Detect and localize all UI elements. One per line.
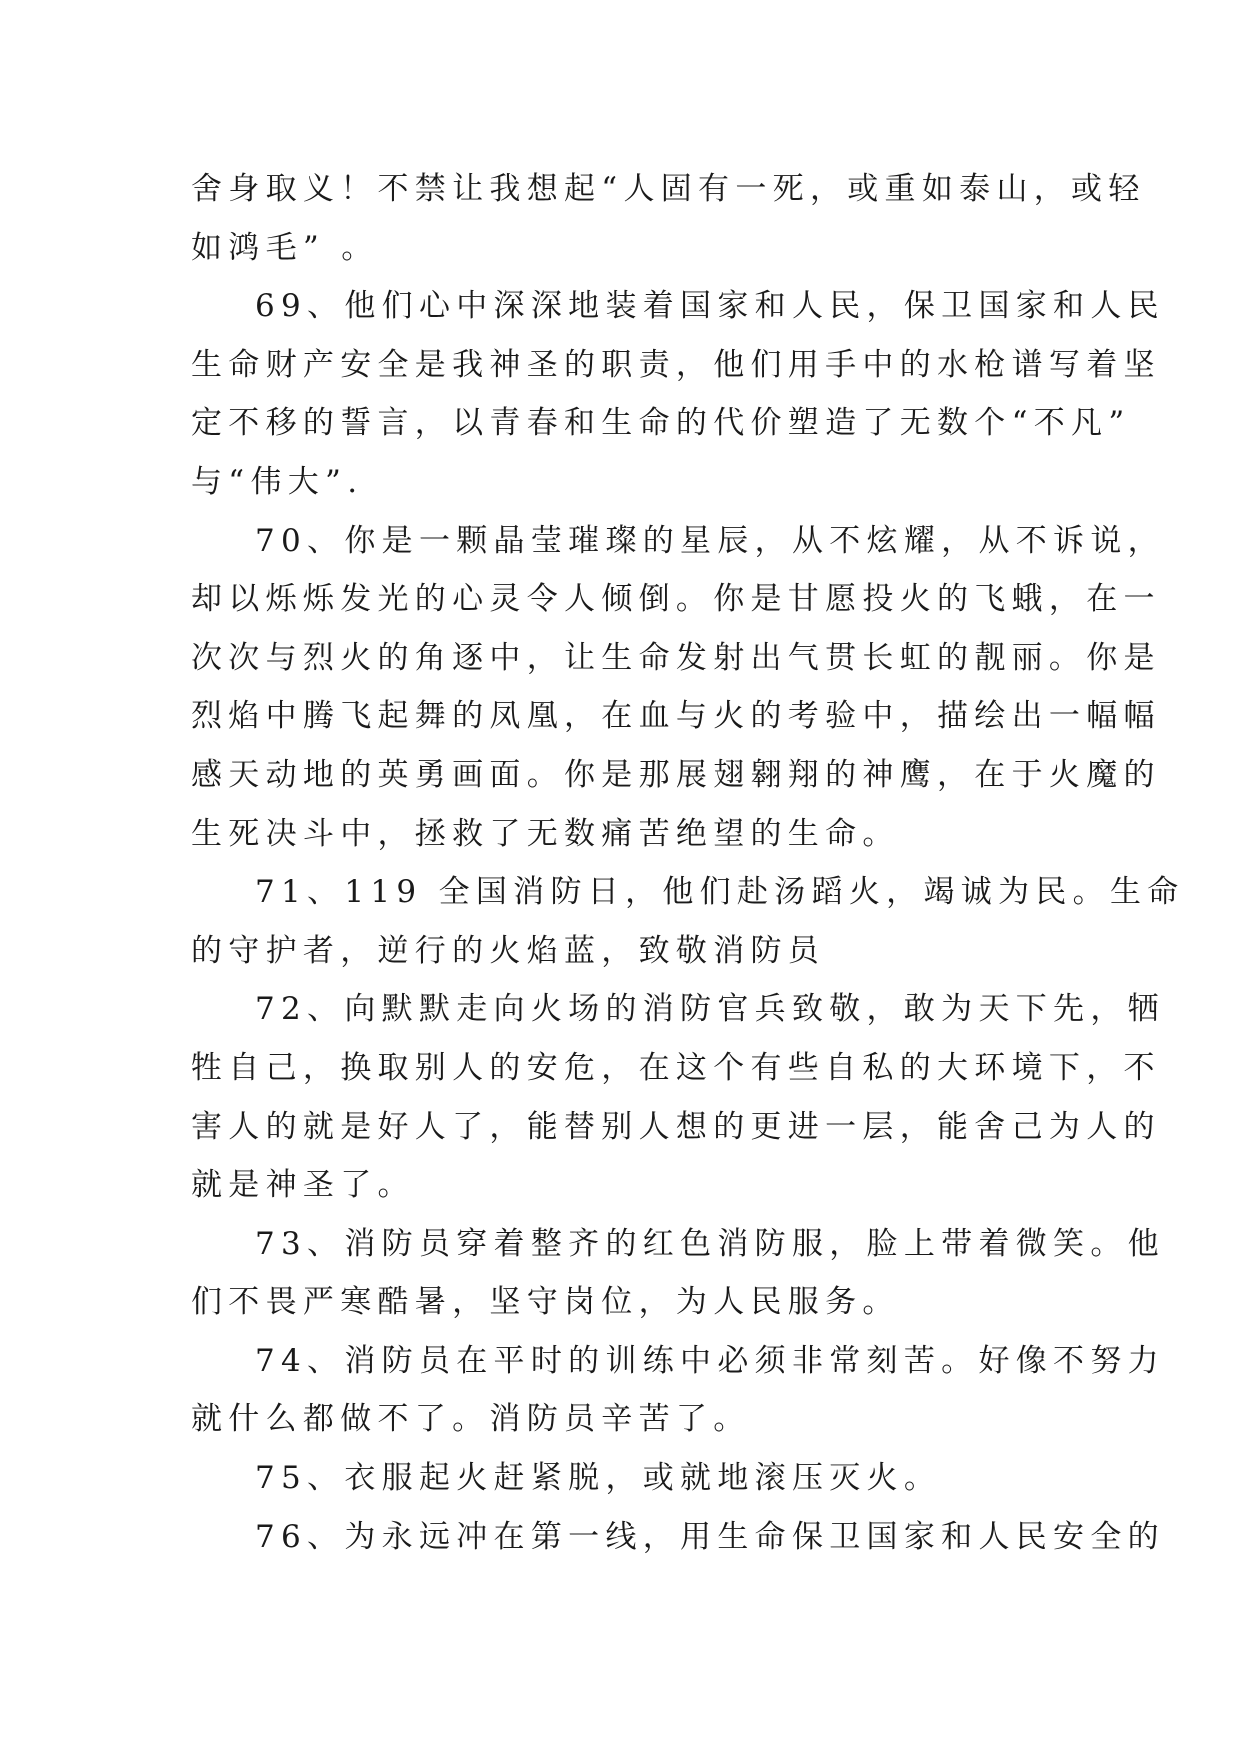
- text-line: 害人的就是好人了，能替别人想的更进一层，能舍己为人的: [191, 1108, 1161, 1145]
- text-line: 牲自己，换取别人的安危，在这个有些自私的大环境下，不: [191, 1049, 1161, 1086]
- text-line: 定不移的誓言，以青春和生命的代价塑造了无数个“不凡”: [191, 405, 1131, 442]
- text-line: 生命财产安全是我神圣的职责，他们用手中的水枪谱写着坚: [191, 346, 1161, 383]
- text-line: 就是神圣了。: [191, 1167, 415, 1204]
- text-line: 们不畏严寒酷暑，坚守岗位，为人民服务。: [191, 1284, 900, 1321]
- paragraph-72-start: 72、向默默走向火场的消防官兵致敬，敢为天下先，牺: [255, 991, 1165, 1028]
- text-line: 就什么都做不了。消防员辛苦了。: [191, 1401, 751, 1438]
- paragraph-73-start: 73、消防员穿着整齐的红色消防服，脸上带着微笑。他: [255, 1225, 1165, 1262]
- text-line: 生死决斗中，拯救了无数痛苦绝望的生命。: [191, 815, 900, 852]
- text-line: 如鸿毛” 。: [191, 229, 379, 266]
- text-line: 却以烁烁发光的心灵令人倾倒。你是甘愿投火的飞蛾，在一: [191, 581, 1161, 618]
- text-line: 感天动地的英勇画面。你是那展翅翱翔的神鹰，在于火魔的: [191, 756, 1161, 793]
- text-line: 次次与烈火的角逐中，让生命发射出气贯长虹的靓丽。你是: [191, 639, 1161, 676]
- paragraph-74-start: 74、消防员在平时的训练中必须非常刻苦。好像不努力: [255, 1342, 1165, 1379]
- document-body: [191, 160, 1185, 1566]
- text-line: 的守护者，逆行的火焰蓝，致敬消防员: [191, 932, 826, 969]
- paragraph-69-start: 69、他们心中深深地装着国家和人民，保卫国家和人民: [255, 288, 1165, 325]
- paragraph-75-start: 75、衣服起火赶紧脱，或就地滚压灭火。: [255, 1460, 942, 1497]
- paragraph-70-start: 70、你是一颗晶莹璀璨的星辰，从不炫耀，从不诉说，: [255, 522, 1165, 559]
- paragraph-71-start: 71、119 全国消防日，他们赴汤蹈火，竭诚为民。生命: [255, 874, 1185, 911]
- text-line: 烈焰中腾飞起舞的凤凰，在血与火的考验中，描绘出一幅幅: [191, 698, 1161, 735]
- text-line: 与“伟大”.: [191, 463, 364, 500]
- text-line: 舍身取义！不禁让我想起“人固有一死，或重如泰山，或轻: [191, 171, 1146, 207]
- paragraph-76-start: 76、为永远冲在第一线，用生命保卫国家和人民安全的: [255, 1518, 1165, 1555]
